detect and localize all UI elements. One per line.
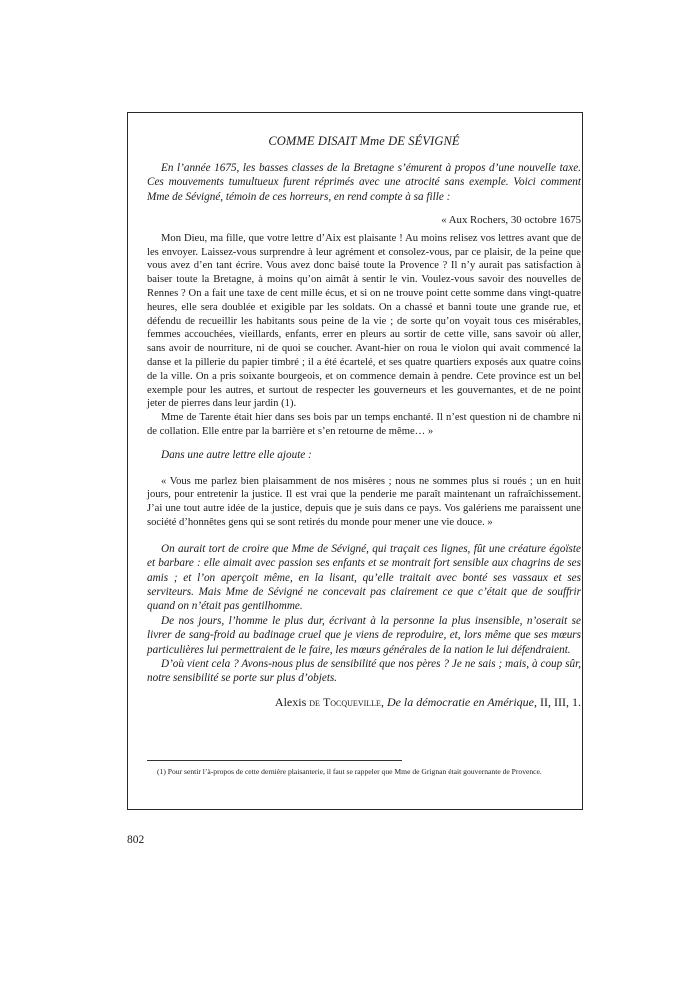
other-letter-intro: Dans une autre lettre elle ajoute : (161, 448, 312, 461)
author-particle: de (309, 694, 320, 709)
attribution: Alexis de Tocqueville, De la démocratie en Amérique, II, III, 1. (274, 694, 581, 709)
author-first-name: Alexis (274, 694, 307, 709)
closing-paragraph-1: On aurait tort de croire que Mme de Sévigné, qui traçait ces lignes, fût une créature égoïste et barbare : elle aimait avec passion ses enfants et se montrait fort sensible aux chagrins de ses amis ; et l’on aperçoit même, en la lisant, qu’elle traitait avec bonté ses vassaux et ses serviteurs. Mais Mme de Sévigné ne concevait pas clairement ce que c’était que de souffrir quand on n’était pas gentilhomme. (147, 542, 581, 613)
footnote: (1) Pour sentir l’à-propos de cette dernière plaisanterie, il faut se rappeler que Mme de Grignan était gouvernante de Provence. (157, 767, 542, 776)
footnote-rule (147, 760, 402, 761)
letter-paragraph-2: Mme de Tarente était hier dans ses bois par un temps enchanté. Il n’est question ni de chambre ni de collation. Elle entre par la barrière et s’en retourne de même… » (147, 412, 581, 437)
closing-paragraph-2: De nos jours, l’homme le plus dur, écrivant à la personne la plus insensible, n’oserait se livrer de sang-froid au badinage cruel que je viens de reproduire, et, lors même que ses mœurs particulières lui permettraient de le faire, les mœurs générales de la nation le lui défendraient. (147, 614, 581, 656)
work-title: De la démocratie en Amérique (386, 694, 535, 709)
letter-paragraph-1: Mon Dieu, ma fille, que votre lettre d’Aix est plaisante ! Au moins relisez vos lettres avant que de les envoyer. Laissez-vous surprendre à leur agrément et consolez-vous, par ce plaisir, de la peine que vous avez d’en tant écrire. Vous avez donc baisé toute la Provence ? Il n’y aurait pas satisfaction à baiser toute la Bretagne, à moins qu’on aimât à sentir le vin. Voulez-vous savoir des nouvelles de Rennes ? On a fait une taxe de cent mille écus, et si on ne trouve point cette somme dans vingt-quatre heures, elle sera doublée et exigible par les soldats. On a chassé et banni toute une grande rue, et défendu de recueillir les habitants sous peine de la vie ; de sorte qu’on voyait tous ces misérables, femmes accouchées, vieillards, enfants, errer en pleurs au sortir de cette ville, sans savoir où aller, sans avoir de nourriture, ni de quoi se coucher. Avant-hier on roua le violon qui avait commencé la danse et la pillerie du papier timbré ; il a été écartelé, et ses quatre quartiers exposés aux quatre coins de la ville. On a pris soixante bourgeois, et on commence demain à pendre. Cete province est un bel exemple pour les autres, et surtout de respecter les gouverneurs et les gouvernantes, et de ne point jeter de pierres dans leur jardin (1). (147, 232, 581, 410)
closing-paragraph-3: D’où vient cela ? Avons-nous plus de sensibilité que nos pères ? Je ne sais ; mais, à coup sûr, notre sensibilité se porte sur plus d’objets. (147, 658, 581, 685)
page-title: COMME DISAIT Mme DE SÉVIGNÉ (268, 134, 460, 148)
letter-dateline: « Aux Rochers, 30 octobre 1675 (441, 214, 581, 227)
document-content (147, 130, 581, 710)
page-number: 802 (127, 834, 145, 846)
author-last-name: Tocqueville (322, 694, 381, 709)
second-letter-quote: « Vous me parlez bien plaisamment de nos misères ; nous ne sommes plus si roués ; un en huit jours, pour entretenir la justice. Il est vrai que la penderie me paraît maintenant un rafraîchissement. J’ai une tout autre idée de la justice, depuis que je suis dans ce pays. Vos galériens me paraissent une société d’honnêtes gens qui se sont retirés du monde pour mener une vie douce. » (147, 475, 581, 528)
work-reference: , II, III, 1. (534, 694, 581, 709)
intro-paragraph: En l’année 1675, les basses classes de la Bretagne s’émurent à propos d’une nouvelle taxe. Ces mouvements tumultueux furent réprimés avec une atrocité sans exemple. Voici comment Mme de Sévigné, témoin de ces horreurs, en rend compte à sa fille : (147, 161, 581, 203)
